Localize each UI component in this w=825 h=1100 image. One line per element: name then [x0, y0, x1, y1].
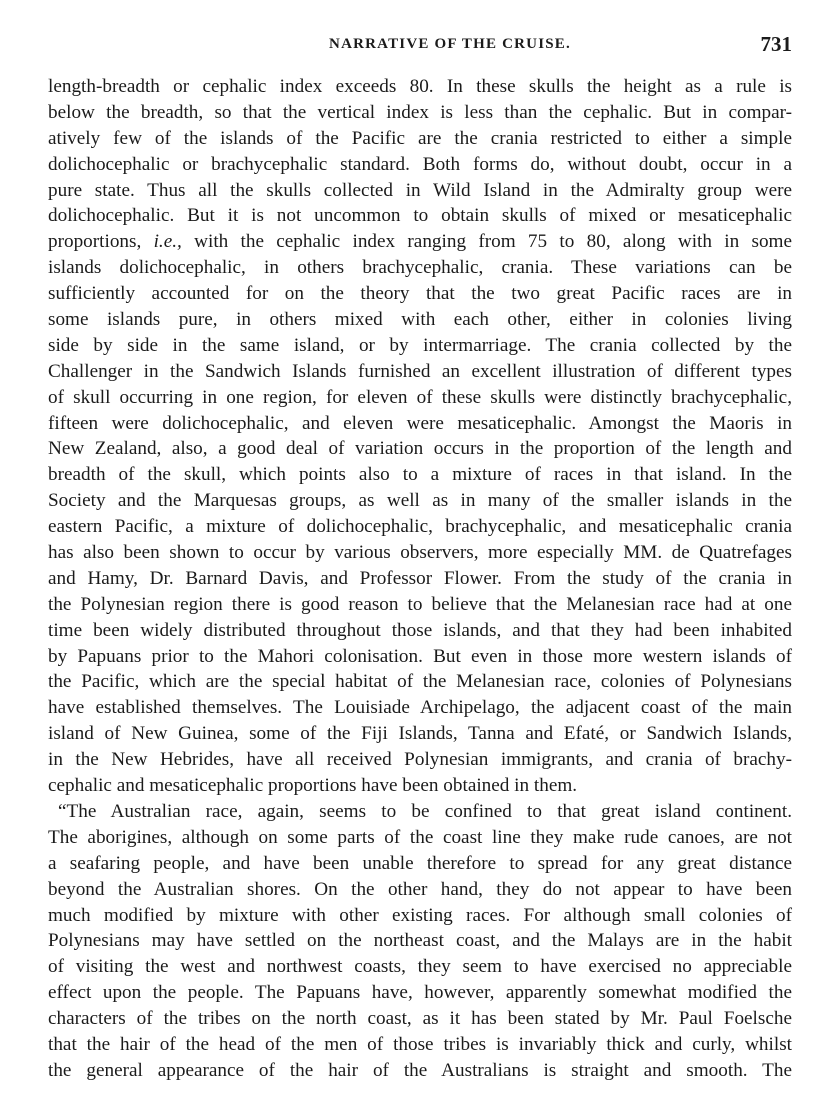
text-line: Polynesians may have settled on the northeast coast, and the Malays are in the habit: [48, 930, 792, 952]
text-line: Society and the Marquesas groups, as well as in many of the smaller islands in the: [48, 490, 792, 512]
text-line: pure state. Thus all the skulls collected in Wild Island in the Admiralty group were: [48, 179, 792, 201]
text-line: islands dolichocephalic, in others brachycephalic, crania. These variations can be: [48, 257, 792, 279]
text-line: cephalic and mesaticephalic proportions have been obtained in them.: [48, 775, 578, 797]
text-line: a seafaring people, and have been unable therefore to spread for any great distance: [48, 852, 792, 874]
text-line: the Polynesian region there is good reason to believe that the Melanesian race had at one: [48, 593, 792, 615]
text-line: the Pacific, which are the special habitat of the Melanesian race, colonies of Polynesians: [48, 671, 792, 693]
text-line: dolichocephalic. But it is not uncommon to obtain skulls of mixed or mesaticephalic: [48, 205, 792, 227]
text-line: Challenger in the Sandwich Islands furnished an excellent illustration of different types: [48, 360, 792, 382]
paragraph: [48, 799, 792, 1084]
text-line: “The Australian race, again, seems to be confined to that great island continent.: [58, 800, 792, 822]
text-line: the general appearance of the hair of the Australians is straight and smooth. The: [48, 1059, 792, 1081]
text-line: below the breadth, so that the vertical index is less than the cephalic. But in compar-: [48, 101, 792, 123]
text-line: and Hamy, Dr. Barnard Davis, and Professor Flower. From the study of the crania in: [48, 567, 792, 589]
text-line: New Zealand, also, a good deal of variation occurs in the proportion of the length and: [48, 438, 792, 460]
text-line: of visiting the west and northwest coasts, they seem to have exercised no appreciable: [48, 956, 792, 978]
text-line: have established themselves. The Louisiade Archipelago, the adjacent coast of the main: [48, 697, 792, 719]
text-line: The aborigines, although on some parts of the coast line they make rude canoes, are not: [48, 826, 792, 848]
text-line: by Papuans prior to the Mahori colonisation. But even in those more western islands of: [48, 645, 792, 667]
text-line: beyond the Australian shores. On the other hand, they do not appear to have been: [48, 878, 792, 900]
text-line: atively few of the islands of the Pacific are the crania restricted to either a simple: [48, 127, 792, 149]
text-line: in the New Hebrides, have all received Polynesian immigrants, and crania of brachy-: [48, 749, 792, 771]
running-title: NARRATIVE OF THE CRUISE.: [329, 36, 571, 52]
text-line: of skull occurring in one region, for eleven of these skulls were distinctly brachycephalic,: [48, 386, 792, 408]
paragraph: [48, 74, 792, 799]
text-line: time been widely distributed throughout those islands, and that they had been inhabited: [48, 619, 792, 641]
text-line: sufficiently accounted for on the theory that the two great Pacific races are in: [48, 283, 792, 305]
text-line: that the hair of the head of the men of those tribes is invariably thick and curly, whilst: [48, 1033, 792, 1055]
body-text: [48, 74, 792, 1084]
text-line: effect upon the people. The Papuans have, however, apparently somewhat modified the: [48, 982, 792, 1004]
text-line: fifteen were dolichocephalic, and eleven were mesaticephalic. Amongst the Maoris in: [48, 412, 792, 434]
text-line: dolichocephalic or brachycephalic standard. Both forms do, without doubt, occur in a: [48, 153, 792, 175]
text-line: side by side in the same island, or by intermarriage. The crania collected by the: [48, 334, 792, 356]
page-header: [48, 32, 792, 58]
text-line: length-breadth or cephalic index exceeds 80. In these skulls the height as a rule is: [48, 76, 792, 97]
text-line: proportions, i.e., with the cephalic index ranging from 75 to 80, along with in some: [48, 231, 792, 253]
text-line: island of New Guinea, some of the Fiji Islands, Tanna and Efaté, or Sandwich Islands,: [48, 723, 792, 745]
text-line: has also been shown to occur by various observers, more especially MM. de Quatrefages: [48, 542, 792, 564]
text-line: much modified by mixture with other existing races. For although small colonies of: [48, 904, 792, 926]
text-line: breadth of the skull, which points also to a mixture of races in that island. In the: [48, 464, 792, 486]
page-number: 731: [760, 32, 792, 56]
text-line: some islands pure, in others mixed with each other, either in colonies living: [48, 309, 792, 331]
text-line: eastern Pacific, a mixture of dolichocephalic, brachycephalic, and mesaticephalic crania: [48, 516, 792, 538]
text-line: characters of the tribes on the north coast, as it has been stated by Mr. Paul Foelsche: [48, 1008, 792, 1030]
